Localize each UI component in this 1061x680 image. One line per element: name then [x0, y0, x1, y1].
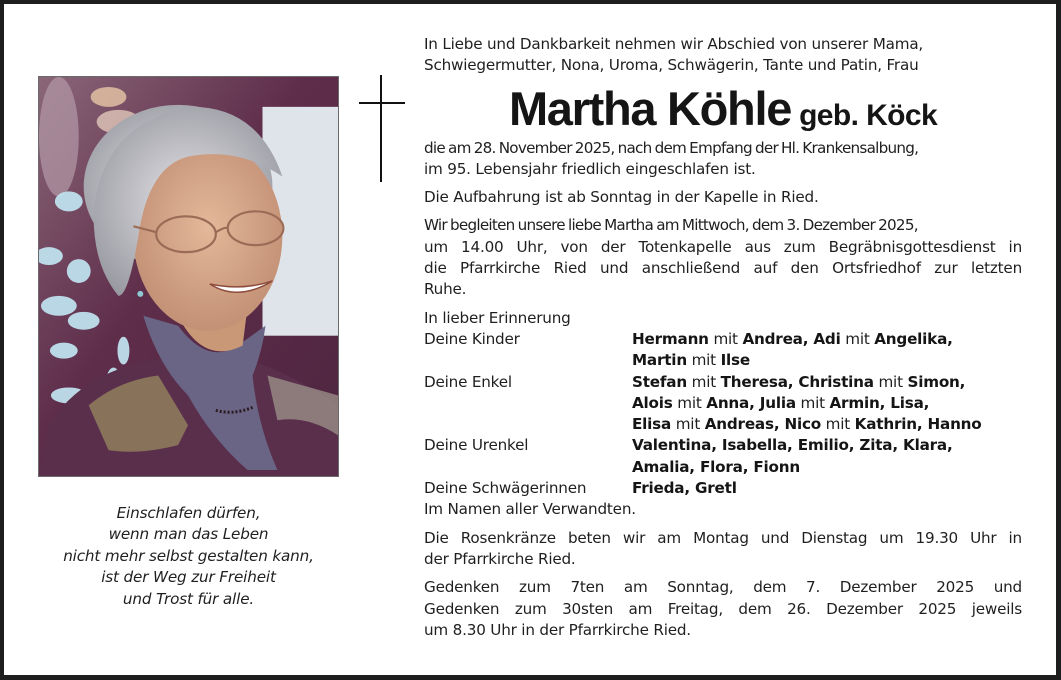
remembrance-heading-row: [424, 308, 1022, 329]
cross-vertical-bar: [380, 75, 382, 182]
deceased-name: Martha Köhle: [508, 81, 792, 135]
funeral-line: Wir begleiten unsere liebe Martha am Mittwoch, dem 3. Dezember 2025,: [424, 216, 918, 235]
relative-names: [632, 393, 929, 414]
rosary-line: Die Rosenkränze beten wir am Montag und Dienstag um 19.30 Uhr in: [424, 528, 1022, 547]
connector-text: mit: [840, 329, 875, 348]
relative-name: Kathrin, Hanno: [854, 415, 982, 434]
relative-name: Martin: [632, 351, 687, 370]
relative-name: Amalia, Flora, Fionn: [632, 457, 800, 476]
memorial-line: Gedenken zum 30sten am Freitag, dem 26. Dezember 2025 jeweils: [424, 599, 1022, 618]
relation-label: Deine Kinder: [424, 329, 520, 348]
rosary-info: [424, 528, 1022, 571]
family-row: [424, 372, 1022, 393]
relation-label: Deine Schwägerinnen: [424, 479, 587, 498]
family-rows: [424, 329, 1022, 499]
relation-label: [424, 414, 632, 435]
funeral-line: um 14.00 Uhr, von der Totenkapelle aus zum Begräbnisgottesdienst in: [424, 237, 1022, 256]
relative-name: Simon,: [907, 372, 966, 391]
relative-names: [632, 478, 737, 499]
viewing-info: [424, 187, 1022, 208]
funeral-line: die Pfarrkirche Ried und anschließend auf den Ortsfriedhof zur letzten: [424, 259, 1022, 278]
relative-name: Theresa, Christina: [720, 372, 874, 391]
memorial-line: um 8.30 Uhr in der Pfarrkirche Ried.: [424, 620, 691, 639]
relative-name: Elisa: [632, 415, 672, 434]
intro-text: [424, 34, 1022, 77]
relative-names: [632, 457, 800, 478]
relative-names: [632, 350, 750, 371]
relative-name: Ilse: [720, 351, 750, 370]
obituary-text: [424, 34, 1022, 641]
relation-label: Deine Enkel: [424, 372, 512, 391]
relation-label: [424, 457, 632, 478]
portrait-image: [39, 77, 338, 476]
latin-cross-icon: [359, 75, 405, 182]
family-row: [424, 478, 1022, 499]
relative-name: Angelika,: [874, 329, 953, 348]
relative-name: Hermann: [632, 329, 709, 348]
relative-name: Armin, Lisa,: [829, 393, 930, 412]
connector-text: mit: [795, 393, 830, 412]
relative-name: Alois: [632, 393, 673, 412]
relative-name: Stefan: [632, 372, 687, 391]
connector-text: mit: [821, 415, 855, 434]
connector-text: mit: [671, 415, 705, 434]
connector-text: mit: [686, 351, 721, 370]
poem-line: wenn man das Leben: [108, 525, 269, 544]
memorial-masses-info: [424, 577, 1022, 641]
rosary-line: der Pfarrkirche Ried.: [424, 549, 576, 568]
cross-horizontal-bar: [359, 102, 405, 104]
remembrance-heading: In lieber Erinnerung: [424, 308, 571, 327]
memorial-poem: [38, 503, 339, 610]
relative-name: Andreas, Nico: [704, 415, 822, 434]
portrait-photo: [38, 76, 339, 477]
deceased-name-heading: [424, 83, 1022, 135]
intro-line: In Liebe und Dankbarkeit nehmen wir Abschied von unserer Mama,: [424, 35, 924, 53]
death-line: die am 28. November 2025, nach dem Empfang der Hl. Krankensalbung,: [424, 138, 919, 157]
relative-name: Andrea, Adi: [742, 329, 841, 348]
family-row: [424, 414, 1022, 435]
closing-row: [424, 499, 1022, 520]
family-row: [424, 435, 1022, 456]
family-row: [424, 329, 1022, 350]
relation-label: [424, 393, 632, 414]
relative-names: [632, 329, 953, 350]
death-statement: [424, 138, 1022, 181]
connector-text: mit: [873, 372, 908, 391]
connector-text: mit: [672, 393, 707, 412]
relative-names: [632, 372, 965, 393]
maiden-name: geb. Köck: [799, 98, 938, 132]
family-row: [424, 393, 1022, 414]
relative-names: [632, 435, 953, 456]
relative-name: Valentina, Isabella, Emilio, Zita, Klara,: [632, 436, 953, 455]
family-list: [424, 308, 1022, 521]
relation-label: Deine Urenkel: [424, 436, 529, 455]
poem-line: ist der Weg zur Freiheit: [101, 568, 276, 587]
connector-text: mit: [708, 329, 743, 348]
funeral-line: Ruhe.: [424, 280, 467, 299]
closing-text: Im Namen aller Verwandten.: [424, 500, 636, 519]
relative-names: [632, 414, 982, 435]
family-row: [424, 457, 1022, 478]
relation-label: [424, 350, 632, 371]
funeral-info: [424, 215, 1022, 300]
connector-text: mit: [686, 372, 721, 391]
poem-line: und Trost für alle.: [122, 589, 255, 608]
death-line: im 95. Lebensjahr friedlich eingeschlafen ist.: [424, 159, 756, 178]
poem-line: Einschlafen dürfen,: [116, 504, 261, 522]
relative-name: Frieda, Gretl: [632, 479, 737, 498]
poem-line: nicht mehr selbst gestalten kann,: [63, 546, 314, 565]
family-row: [424, 350, 1022, 371]
intro-line: Schwiegermutter, Nona, Uroma, Schwägerin, Tante und Patin, Frau: [424, 56, 919, 75]
relative-name: Anna, Julia: [706, 393, 796, 412]
viewing-line: Die Aufbahrung ist ab Sonntag in der Kapelle in Ried.: [424, 188, 819, 207]
memorial-line: Gedenken zum 7ten am Sonntag, dem 7. Dezember 2025 und: [424, 578, 1022, 597]
